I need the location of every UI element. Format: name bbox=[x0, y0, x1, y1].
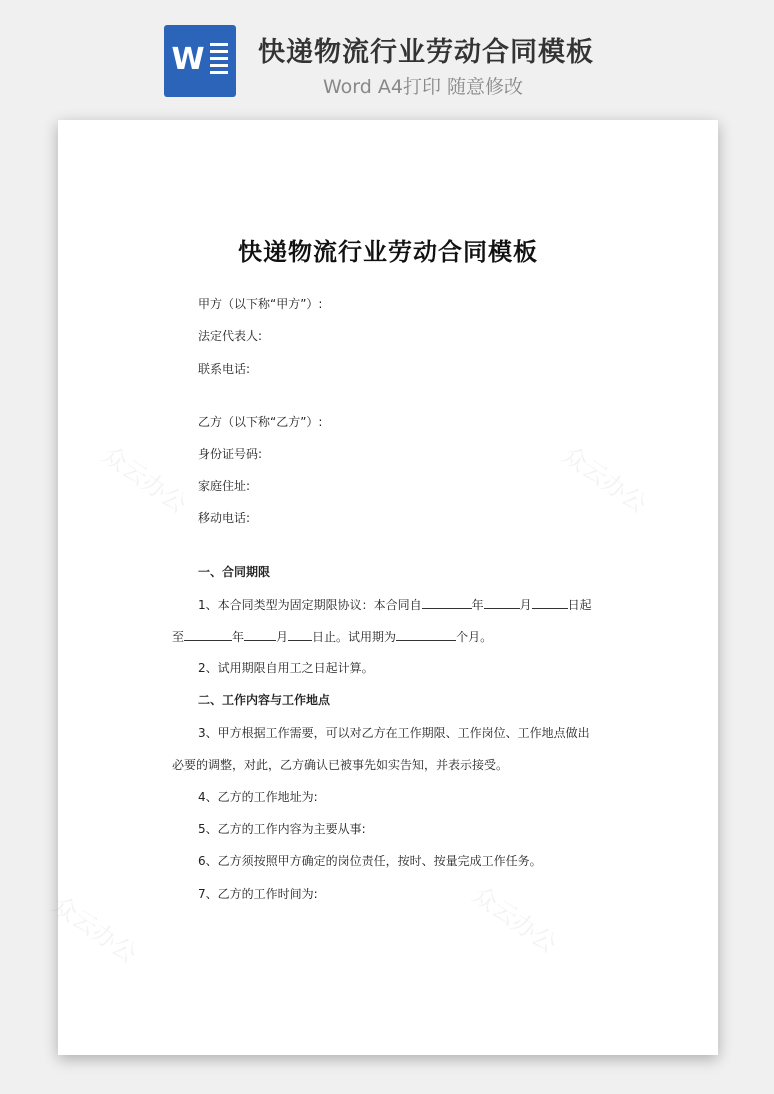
header-subtitle: Word A4打印 随意修改 bbox=[323, 76, 524, 98]
blank-field bbox=[288, 628, 312, 641]
month-label: 月 bbox=[276, 630, 289, 644]
blank-field bbox=[532, 596, 568, 609]
blank-field bbox=[244, 628, 276, 641]
party-a-phone: 联系电话: bbox=[198, 362, 251, 376]
party-a-label: 甲方（以下称“甲方”）: bbox=[198, 297, 323, 311]
party-a-representative: 法定代表人: bbox=[198, 329, 263, 343]
blank-field bbox=[484, 596, 520, 609]
item1-line2 bbox=[172, 628, 492, 645]
watermark: 众云办公 bbox=[47, 890, 142, 969]
watermark: 众云办公 bbox=[557, 440, 652, 519]
item3-line1: 3、甲方根据工作需要，可以对乙方在工作期限、工作岗位、工作地点做出 bbox=[198, 726, 590, 740]
word-icon-letter: W bbox=[171, 42, 205, 77]
party-b-mobile: 移动电话: bbox=[198, 511, 251, 525]
item1-text: 1、本合同类型为固定期限协议：本合同自 bbox=[198, 598, 422, 612]
blank-field bbox=[422, 596, 472, 609]
blank-field bbox=[396, 628, 456, 641]
month-label: 月 bbox=[519, 598, 532, 612]
document-page bbox=[47, 120, 718, 1055]
item4: 4、乙方的工作地址为: bbox=[198, 790, 318, 804]
party-b-label: 乙方（以下称“乙方”）: bbox=[198, 415, 323, 429]
header-title: 快递物流行业劳动合同模板 bbox=[258, 37, 594, 68]
section1-heading: 一、合同期限 bbox=[198, 565, 271, 579]
year-label: 年 bbox=[471, 598, 484, 612]
document-title: 快递物流行业劳动合同模板 bbox=[238, 238, 538, 266]
party-b-address: 家庭住址: bbox=[198, 479, 251, 493]
word-icon bbox=[164, 25, 236, 97]
blank-field bbox=[184, 628, 232, 641]
party-b-id: 身份证号码: bbox=[198, 447, 263, 461]
section2-heading: 二、工作内容与工作地点 bbox=[198, 693, 331, 707]
to-label: 至 bbox=[172, 630, 185, 644]
item1-line1 bbox=[198, 596, 592, 613]
item3-line2: 必要的调整，对此，乙方确认已被事先如实告知，并表示接受。 bbox=[172, 758, 509, 772]
months-label: 个月。 bbox=[456, 630, 493, 644]
item7: 7、乙方的工作时间为: bbox=[198, 887, 318, 901]
item6: 6、乙方须按照甲方确定的岗位责任，按时、按量完成工作任务。 bbox=[198, 854, 542, 868]
item5: 5、乙方的工作内容为主要从事: bbox=[198, 822, 366, 836]
word-icon-lines bbox=[210, 43, 228, 78]
watermark: 众云办公 bbox=[97, 440, 192, 519]
watermark: 众云办公 bbox=[467, 880, 562, 959]
year-label: 年 bbox=[232, 630, 245, 644]
header bbox=[0, 0, 774, 110]
day-start-label: 日起 bbox=[567, 598, 592, 612]
day-end-label: 日止。试用期为 bbox=[312, 630, 397, 644]
item2: 2、试用期限自用工之日起计算。 bbox=[198, 661, 374, 675]
